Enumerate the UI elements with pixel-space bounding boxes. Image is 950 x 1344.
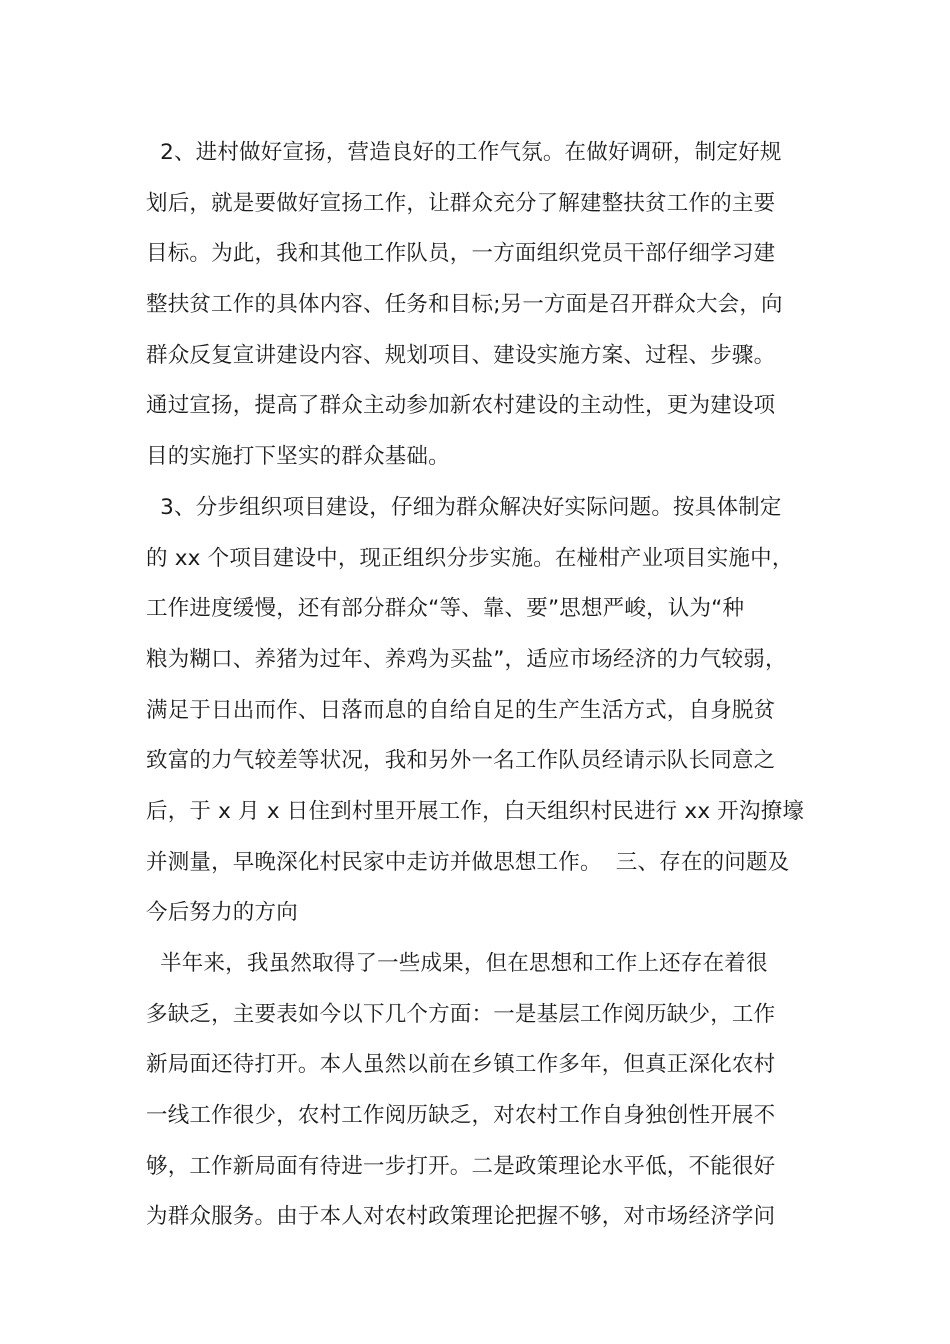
text-line: 多缺乏，主要表如今以下几个方面：一是基层工作阅历缺少，工作	[146, 1001, 776, 1027]
document-body	[146, 128, 826, 1243]
text-line: 并测量，早晚深化村民家中走访并做思想工作。 三、存在的问题及	[146, 849, 790, 875]
text-line: 为群众服务。由于本人对农村政策理论把握不够，对市场经济学问	[146, 1204, 776, 1230]
text-line: 3、分步组织项目建设，仔细为群众解决好实际问题。按具体制定	[146, 494, 782, 520]
text-line: 满足于日出而作、日落而息的自给自足的生产生活方式，自身脱贫	[146, 697, 776, 723]
text-line: 的 xx 个项目建设中，现正组织分步实施。在椪柑产业项目实施中，	[146, 545, 794, 571]
text-line: 2、进村做好宣扬，营造良好的工作气氛。在做好调研，制定好规	[146, 140, 782, 165]
text-line: 一线工作很少，农村工作阅历缺乏，对农村工作自身独创性开展不	[146, 1103, 776, 1129]
text-line: 整扶贫工作的具体内容、任务和目标;另一方面是召开群众大会，向	[146, 292, 783, 318]
text-line: 新局面还待打开。本人虽然以前在乡镇工作多年，但真正深化农村	[146, 1052, 776, 1078]
text-line: 目标。为此，我和其他工作队员，一方面组织党员干部仔细学习建	[146, 241, 776, 267]
text-line: 划后，就是要做好宣扬工作，让群众充分了解建整扶贫工作的主要	[146, 190, 776, 216]
text-line: 目的实施打下坚实的群众基础。	[146, 444, 450, 470]
text-line: 够，工作新局面有待进一步打开。二是政策理论水平低，不能很好	[146, 1153, 776, 1179]
text-line: 后，于 x 月 x 日住到村里开展工作，白天组织村民进行 xx 开沟撩壕	[146, 798, 805, 824]
text-line: 致富的力气较差等状况，我和另外一名工作队员经请示队长同意之	[146, 748, 776, 774]
text-line: 半年来，我虽然取得了一些成果，但在思想和工作上还存在着很	[146, 951, 768, 976]
text-line: 今后努力的方向	[146, 900, 298, 926]
text-line: 粮为糊口、养猪为过年、养鸡为买盐”，适应市场经济的力气较弱，	[146, 646, 787, 672]
text-line: 群众反复宣讲建设内容、规划项目、建设实施方案、过程、步骤。	[146, 342, 776, 368]
text-line: 工作进度缓慢，还有部分群众“等、靠、要”思想严峻，认为“种	[146, 596, 745, 622]
text-line: 通过宣扬，提高了群众主动参加新农村建设的主动性，更为建设项	[146, 393, 776, 419]
